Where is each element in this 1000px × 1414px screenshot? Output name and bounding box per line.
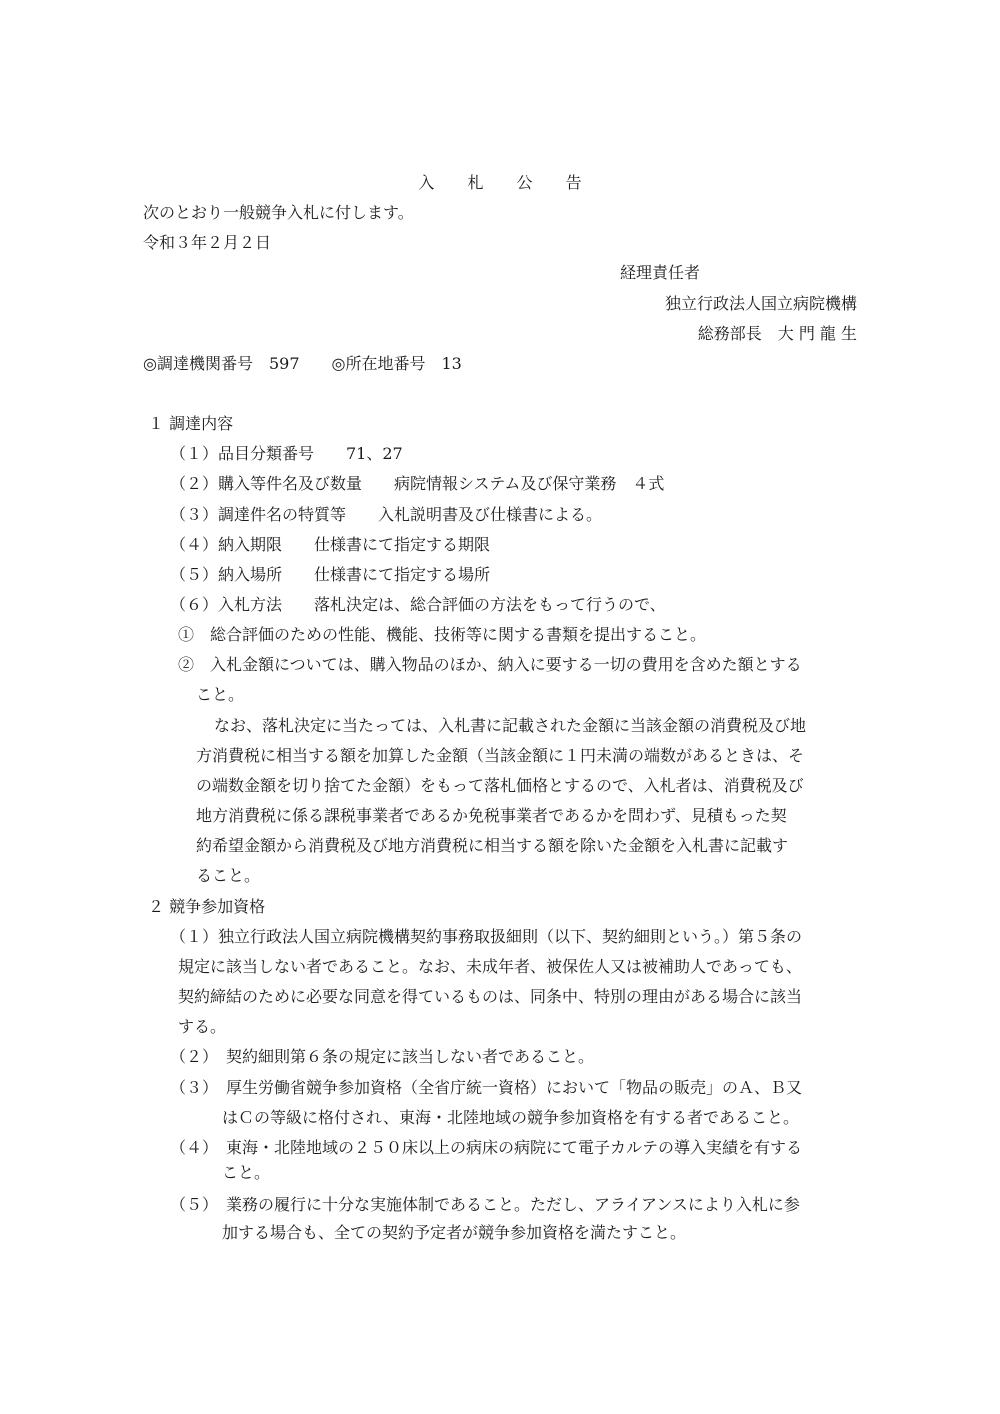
issuer-organization: 独立行政法人国立病院機構	[664, 294, 857, 313]
section1-heading: １ 調達内容	[148, 414, 234, 433]
section2-heading: ２ 競争参加資格	[148, 897, 266, 916]
section2-item1-line: する。	[178, 1017, 227, 1036]
section2-item4-line: （４） 東海・北陸地域の２５０床以上の病床の病院にて電子カルテの導入実績を有する	[170, 1138, 803, 1157]
section1-note-line: なお、落札決定に当たっては、入札書に記載された金額に当該金額の消費税及び地	[214, 716, 807, 735]
section1-sub2-line: ② 入札金額については、購入物品のほか、納入に要する一切の費用を含めた額とする	[178, 655, 802, 674]
section2-item3-line: はＣの等級に格付され、東海・北陸地域の競争参加資格を有する者であること。	[222, 1108, 799, 1127]
section1-note-line: ること。	[196, 866, 261, 885]
section1-note-line: 約希望金額から消費税及び地方消費税に相当する額を除いた金額を入札書に記載す	[196, 836, 789, 855]
section2-item5-line: 加する場合も、全ての契約予定者が競争参加資格を満たすこと。	[222, 1223, 687, 1242]
notice-date: 令和３年２月２日	[143, 233, 272, 252]
issuer-role: 経理責任者	[620, 263, 701, 282]
section1-sub2-line: こと。	[196, 685, 245, 704]
section1-item3: （３）調達件名の特質等 入札説明書及び仕様書による。	[170, 505, 603, 524]
section2-item5-line: （５） 業務の履行に十分な実施体制であること。ただし、アライアンスにより入札に参	[170, 1195, 800, 1214]
section2-item4-line: こと。	[222, 1163, 271, 1182]
section2-item3-line: （３） 厚生労働省競争参加資格（全省庁統一資格）において「物品の販売」のＡ、Ｂ又	[170, 1078, 803, 1097]
issuer-name: 総務部長 大 門 龍 生	[697, 324, 857, 343]
section1-item4: （４）納入期限 仕様書にて指定する期限	[170, 535, 491, 554]
section1-item5: （５）納入場所 仕様書にて指定する場所	[170, 565, 491, 584]
procurement-codes: ◎調達機関番号 597 ◎所在地番号 13	[143, 354, 462, 373]
section2-item1-line: 契約締結のために必要な同意を得ているものは、同条中、特別の理由がある場合に該当	[178, 987, 803, 1006]
section1-note-line: 地方消費税に係る課税事業者であるか免税事業者であるかを問わず、見積もった契	[196, 806, 787, 825]
notice-title: 入 札 公 告	[418, 173, 596, 192]
section2-item1-line: 規定に該当しない者であること。なお、未成年者、被保佐人又は被補助人であっても、	[178, 957, 802, 976]
section2-item2: （２） 契約細則第６条の規定に該当しない者であること。	[170, 1047, 595, 1066]
section1-item6: （６）入札方法 落札決定は、総合評価の方法をもって行うので、	[170, 595, 666, 614]
section1-note-line: の端数金額を切り捨てた金額）をもって落札価格とするので、入札者は、消費税及び	[196, 776, 804, 795]
section2-item1-line: （１）独立行政法人国立病院機構契約事務取扱細則（以下、契約細則という。）第５条の	[170, 927, 803, 946]
section1-note-line: 方消費税に相当する額を加算した金額（当該金額に１円未満の端数があるときは、そ	[196, 746, 805, 765]
section1-sub1: ① 総合評価のための性能、機能、技術等に関する書類を提出すること。	[178, 625, 707, 644]
section1-item1: （１）品目分類番号 71、27	[170, 444, 403, 463]
intro-text: 次のとおり一般競争入札に付します。	[143, 203, 414, 222]
section1-item2: （２）購入等件名及び数量 病院情報システム及び保守業務 ４式	[170, 474, 665, 493]
